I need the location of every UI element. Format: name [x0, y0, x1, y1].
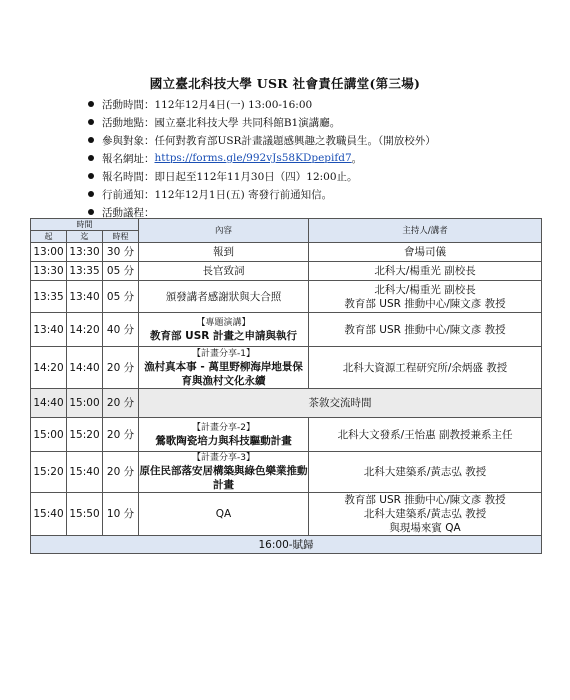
cell-end: 13:40	[67, 281, 103, 313]
bullet-icon	[88, 191, 94, 197]
header-time-group: 時間	[31, 219, 139, 231]
cell-end: 15:20	[67, 418, 103, 452]
cell-host	[309, 452, 542, 493]
cell-duration: 20 分	[103, 418, 139, 452]
host-line: 教育部 USR 推動中心/陳文彥 教授	[344, 297, 506, 310]
table-row	[31, 313, 542, 347]
cell-end: 15:50	[67, 493, 103, 536]
cell-host	[309, 347, 542, 389]
session-tag: 【計畫分享-2】	[192, 422, 256, 433]
session-title: QA	[215, 508, 232, 520]
cell-end: 13:30	[67, 243, 103, 262]
session-title: 原住民部落安居構築與綠色樂業推動計畫	[139, 465, 308, 491]
cell-host	[309, 281, 542, 313]
cell-start: 13:40	[31, 313, 67, 347]
cell-break: 茶敘交流時間	[139, 389, 542, 418]
bullet-icon	[88, 101, 94, 107]
host-line: 北科大/楊重光 副校長	[374, 265, 476, 277]
session-title: 報到	[213, 246, 235, 258]
cell-start: 13:35	[31, 281, 67, 313]
info-row	[88, 113, 558, 131]
cell-duration: 40 分	[103, 313, 139, 347]
cell-duration: 20 分	[103, 389, 139, 418]
bullet-icon	[88, 137, 94, 143]
session-tag: 【計畫分享-1】	[192, 348, 256, 359]
cell-end: 14:40	[67, 347, 103, 389]
host-line: 北科大資源工程研究所/余炳盛 教授	[342, 361, 508, 374]
cell-duration: 05 分	[103, 262, 139, 281]
cell-duration: 10 分	[103, 493, 139, 536]
host-line: 教育部 USR 推動中心/陳文彥 教授	[344, 494, 506, 506]
info-row	[88, 95, 558, 113]
cell-start: 13:30	[31, 262, 67, 281]
cell-duration: 20 分	[103, 347, 139, 389]
cell-end: 14:20	[67, 313, 103, 347]
header-end: 迄	[67, 231, 103, 243]
cell-content	[139, 452, 309, 493]
info-label: 行前通知：	[102, 188, 155, 201]
info-label: 報名時間：	[102, 170, 155, 183]
info-suffix: 。	[351, 152, 363, 165]
info-label: 活動地點：	[102, 116, 155, 129]
info-value: 即日起至112年11月30日（四）12:00止。	[154, 170, 358, 183]
host-line: 教育部 USR 推動中心/陳文彥 教授	[344, 323, 506, 336]
closing-cell: 16:00-賦歸	[31, 536, 542, 554]
host-line: 北科大建築系/黃志弘 教授	[363, 466, 487, 478]
cell-content	[139, 262, 309, 281]
session-title: 鶯歌陶瓷培力與科技驅動計畫	[155, 434, 292, 447]
host-line: 會場司儀	[404, 246, 447, 258]
table-row	[31, 418, 542, 452]
info-label: 參與對象：	[102, 134, 155, 147]
cell-host	[309, 418, 542, 452]
cell-content	[139, 313, 309, 347]
cell-duration: 05 分	[103, 281, 139, 313]
cell-host	[309, 243, 542, 262]
info-row	[88, 149, 558, 167]
event-info-list	[88, 95, 558, 221]
info-row	[88, 131, 558, 149]
cell-end: 15:40	[67, 452, 103, 493]
bullet-icon	[88, 155, 94, 161]
bullet-icon	[88, 173, 94, 179]
bullet-icon	[88, 209, 94, 215]
host-line: 北科大文發系/王怡惠 副教授兼系主任	[337, 428, 513, 441]
cell-end: 15:00	[67, 389, 103, 418]
header-content: 內容	[139, 219, 309, 243]
info-row	[88, 185, 558, 203]
table-row	[31, 243, 542, 262]
registration-link[interactable]: https://forms.gle/992vJs58KDpepifd7	[154, 152, 352, 164]
info-label: 活動時間：	[102, 98, 155, 111]
cell-content	[139, 418, 309, 452]
cell-content	[139, 493, 309, 536]
header-start: 起	[31, 231, 67, 243]
info-value: 112年12月4日(一) 13:00-16:00	[154, 98, 313, 111]
info-label: 活動議程：	[102, 206, 155, 219]
table-row	[31, 262, 542, 281]
info-value: 國立臺北科技大學 共同科館B1演講廳。	[154, 116, 341, 129]
session-title: 頒發講者感謝狀與大合照	[165, 290, 282, 303]
header-duration: 時程	[103, 231, 139, 243]
table-row	[31, 452, 542, 493]
cell-host	[309, 493, 542, 536]
agenda-table	[30, 218, 542, 554]
session-tag: 【計畫分享-3】	[192, 453, 256, 463]
session-title: 長官致詞	[202, 265, 245, 277]
session-tag: 【專題演講】	[196, 317, 251, 328]
bullet-icon	[88, 119, 94, 125]
session-title: 教育部 USR 計畫之申請與執行	[150, 329, 298, 342]
cell-duration: 30 分	[103, 243, 139, 262]
info-label: 報名網址：	[102, 152, 155, 165]
host-line: 與現場來賓 QA	[389, 522, 461, 534]
cell-start: 13:00	[31, 243, 67, 262]
cell-start: 15:20	[31, 452, 67, 493]
cell-start: 14:40	[31, 389, 67, 418]
cell-end: 13:35	[67, 262, 103, 281]
table-row	[31, 389, 542, 418]
cell-host	[309, 262, 542, 281]
cell-duration: 20 分	[103, 452, 139, 493]
cell-start: 15:40	[31, 493, 67, 536]
table-row	[31, 347, 542, 389]
header-host: 主持人/講者	[309, 219, 542, 243]
table-row	[31, 493, 542, 536]
cell-content	[139, 243, 309, 262]
cell-content	[139, 347, 309, 389]
closing-row	[31, 536, 542, 554]
table-row	[31, 281, 542, 313]
info-value: 任何對教育部USR計畫議題感興趣之教職員生。（開放校外）	[154, 134, 436, 147]
cell-start: 15:00	[31, 418, 67, 452]
document-title: 國立臺北科技大學 USR 社會責任講堂(第三場)	[149, 76, 421, 91]
cell-content	[139, 281, 309, 313]
session-title: 漁村真本事 - 萬里野柳海岸地景保育與漁村文化永續	[144, 360, 303, 387]
cell-host	[309, 313, 542, 347]
cell-start: 14:20	[31, 347, 67, 389]
info-value: 112年12月1日(五) 寄發行前通知信。	[154, 188, 333, 201]
host-line: 北科大/楊重光 副校長	[374, 283, 476, 296]
info-row	[88, 167, 558, 185]
host-line: 北科大建築系/黃志弘 教授	[363, 508, 487, 520]
